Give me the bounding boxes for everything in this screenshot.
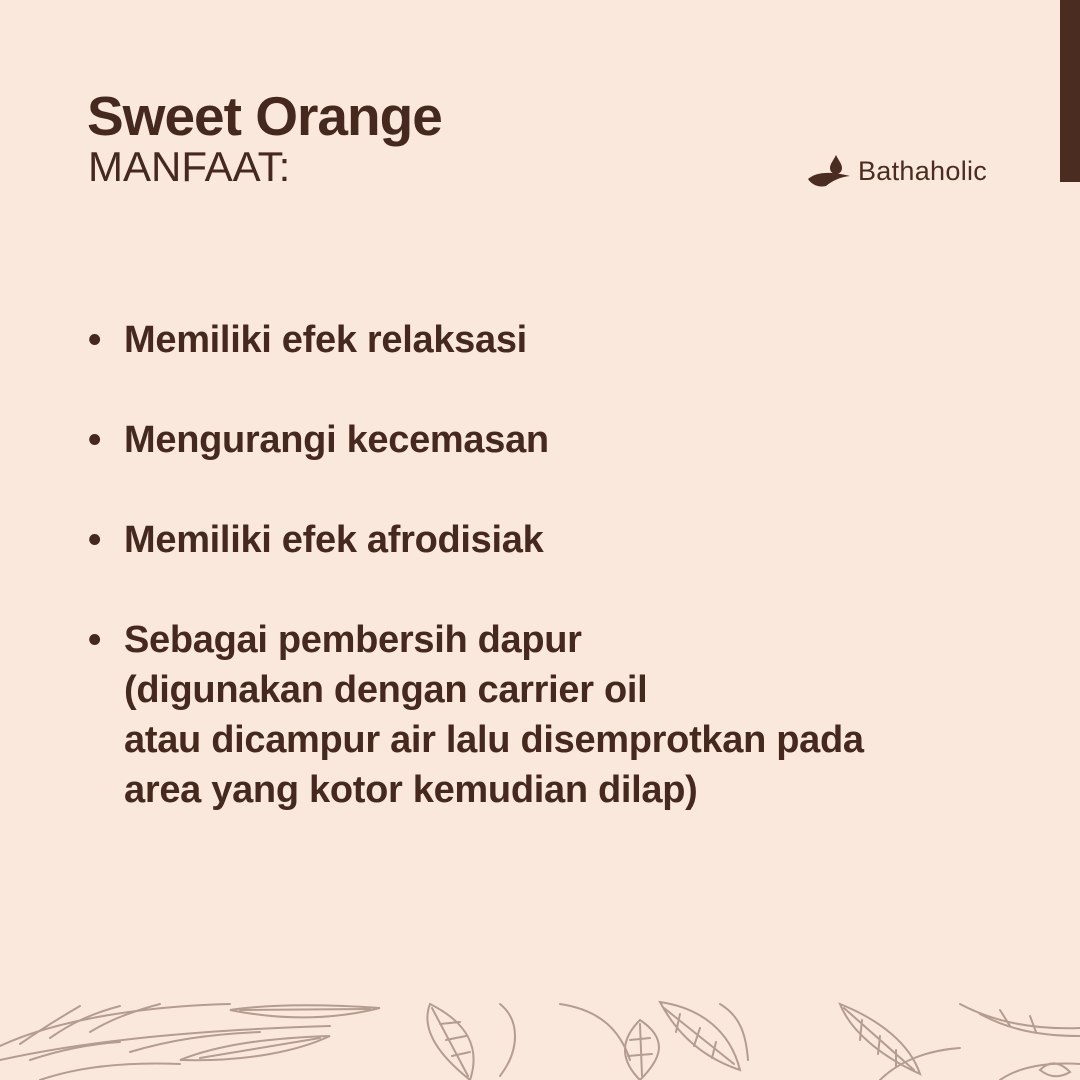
benefit-item [88,615,864,815]
benefit-line: atau dicampur air lalu disemprotkan pada [124,719,864,761]
benefit-text [124,415,549,465]
leaf-illustration [0,1000,1080,1080]
benefit-line: Memiliki efek afrodisiak [124,519,544,561]
benefit-line: Mengurangi kecemasan [124,419,549,461]
brand-logo [806,153,987,189]
benefit-line: Memiliki efek relaksasi [124,319,527,361]
bullet: • [88,319,102,361]
oil-drop-leaf-icon [806,153,852,189]
benefit-line: Sebagai pembersih dapur [124,619,582,661]
benefit-item [88,315,527,365]
bullet: • [88,419,102,461]
benefit-line: area yang kotor kemudian dilap) [124,769,698,811]
accent-side-bar [1060,0,1080,182]
brand-name: Bathaholic [858,155,988,186]
benefit-text [124,615,864,815]
benefit-line: (digunakan dengan carrier oil [124,669,648,711]
benefit-text [124,315,527,365]
page-title: Sweet Orange [87,85,442,147]
benefit-item [88,415,549,465]
benefit-text [124,515,543,565]
benefit-item [88,515,543,565]
bullet: • [88,619,102,661]
section-subtitle: MANFAAT: [88,143,291,190]
bullet: • [88,519,102,561]
